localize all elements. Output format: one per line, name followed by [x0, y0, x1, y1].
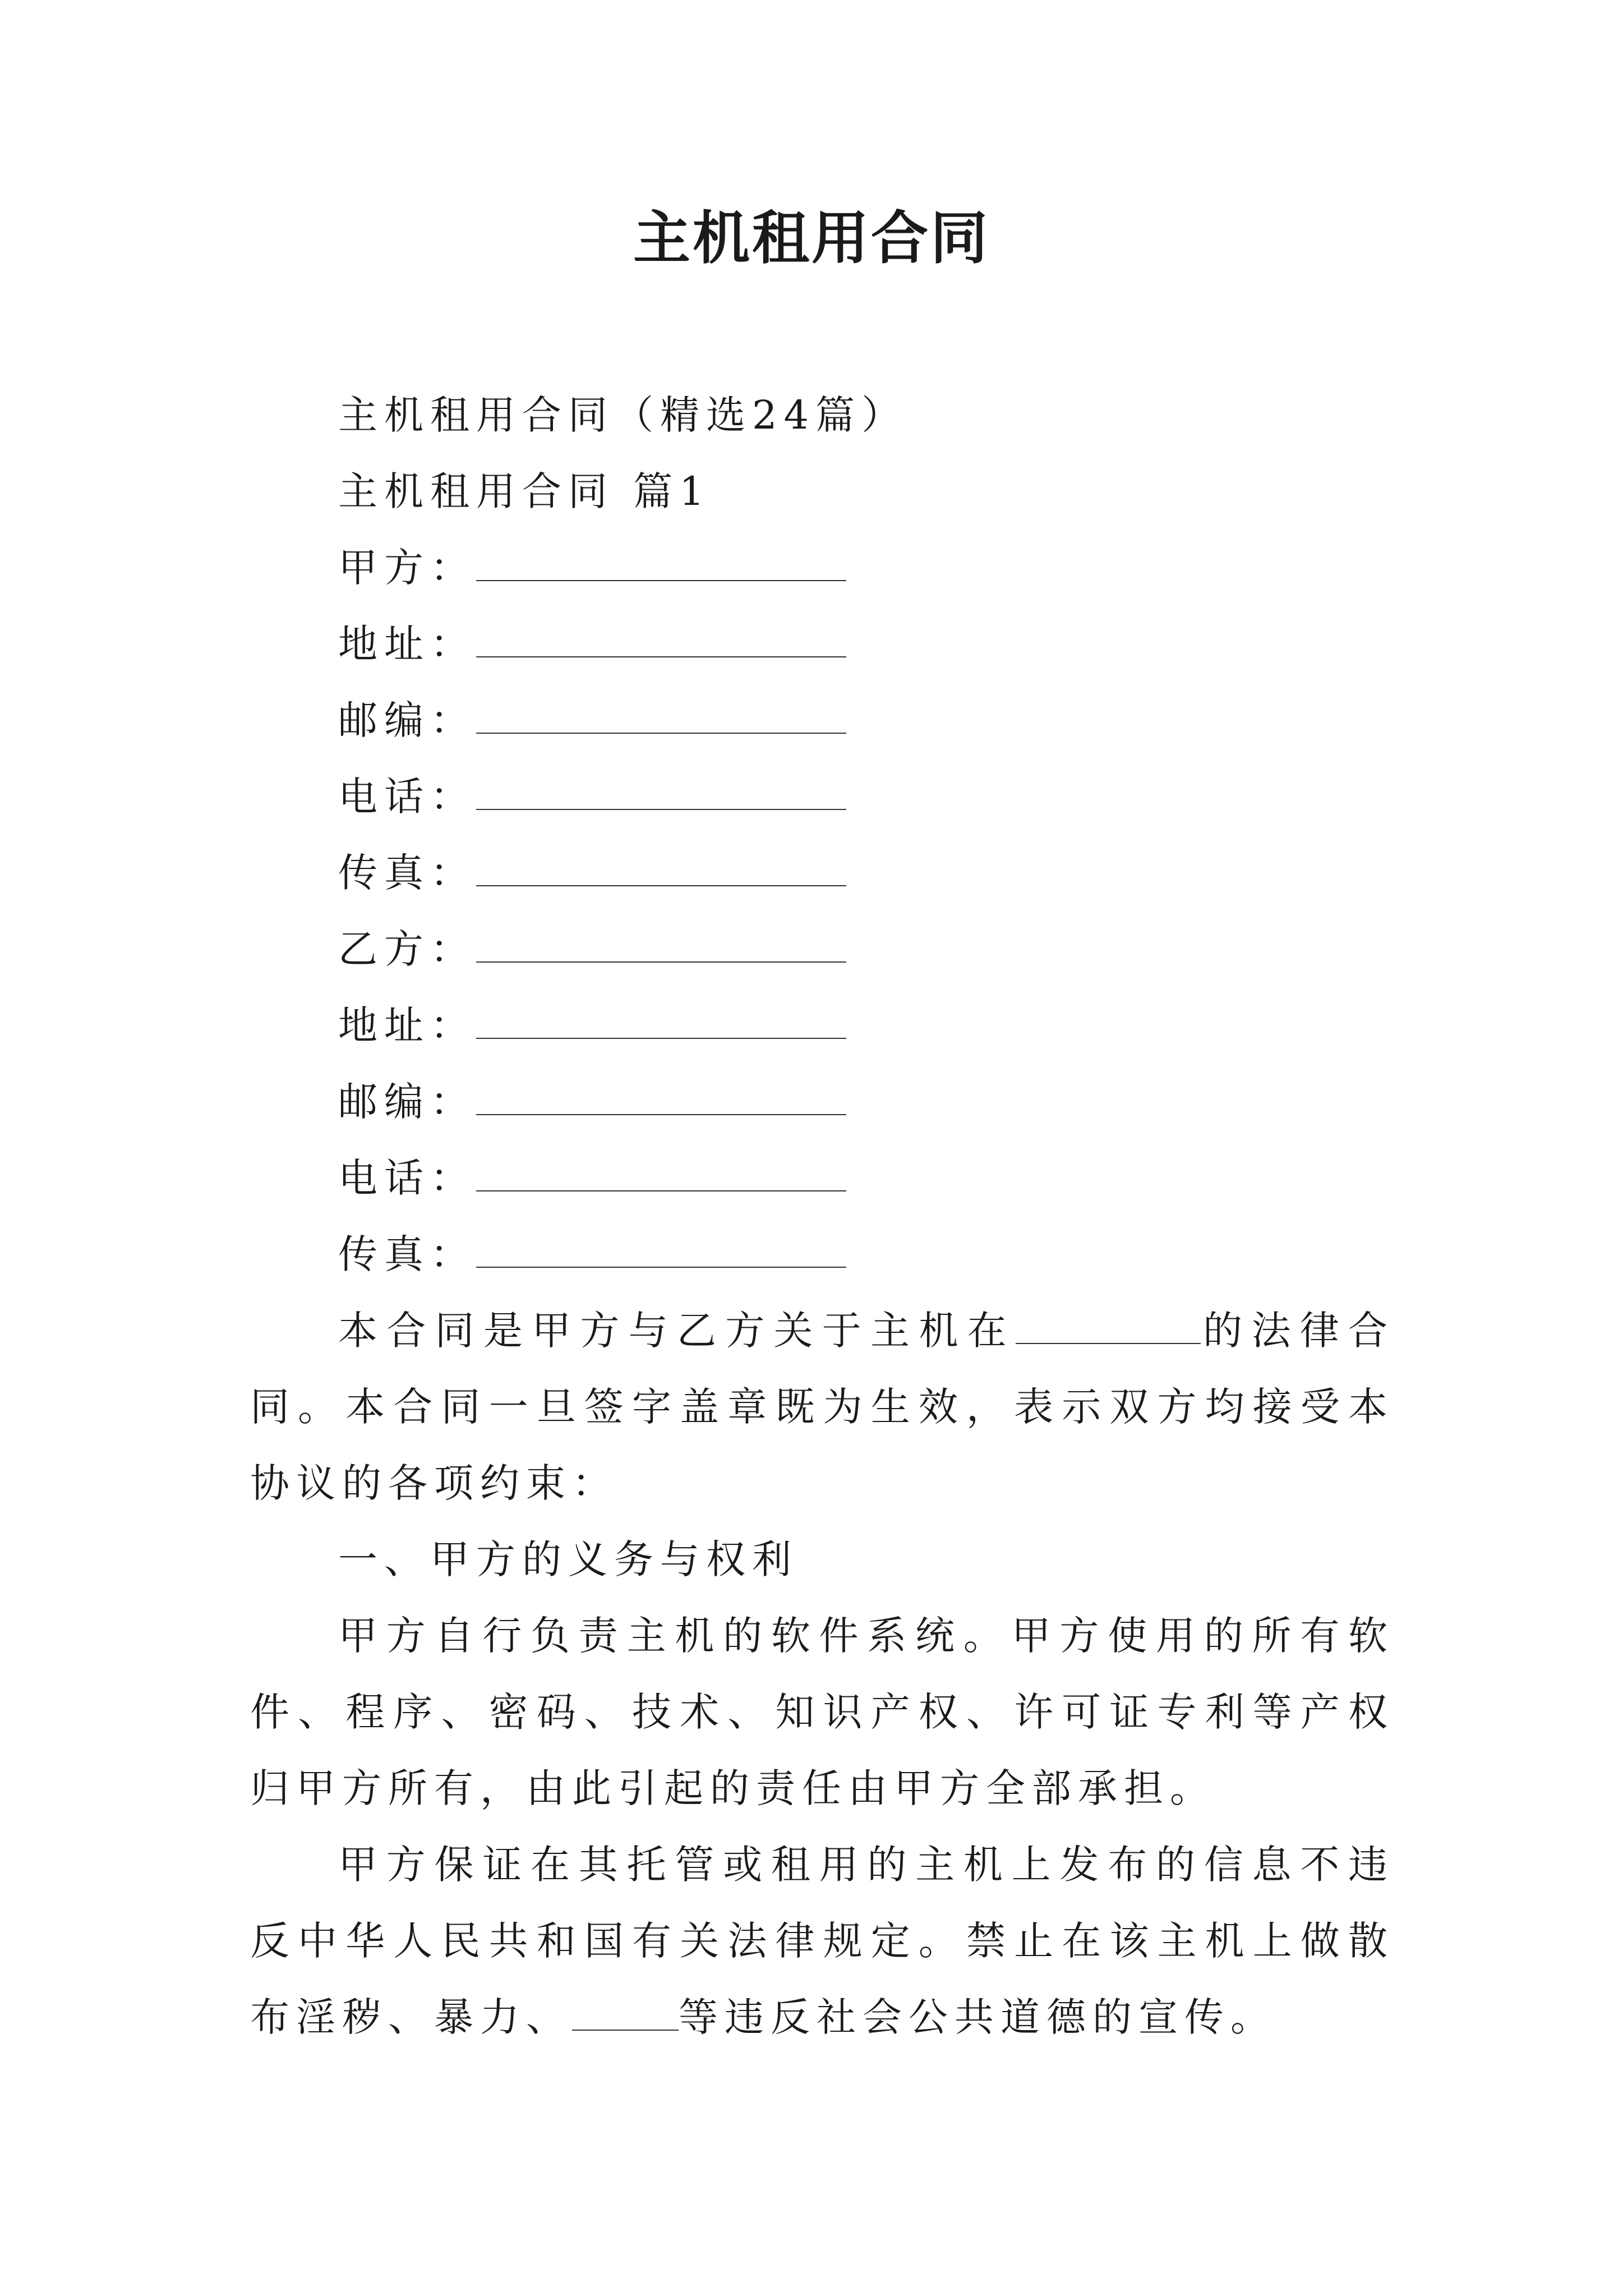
party-b-phone-label: 电话： [338, 1155, 476, 1201]
party-b-fax-label: 传真： [338, 1231, 476, 1277]
intro-paragraph [250, 1292, 1394, 1521]
party-b-address-line [250, 987, 1394, 1064]
subtitle: 主机租用合同（精选24篇） [338, 392, 908, 438]
party-b-address-label: 地址： [338, 1002, 476, 1048]
party-a-address-line [250, 606, 1394, 682]
party-b-address-blank[interactable] [476, 1002, 846, 1039]
party-a-address-blank[interactable] [476, 621, 846, 657]
clause1-heading: 一、甲方的义务与权利 [338, 1536, 798, 1582]
clause1-paragraph-1: 甲方自行负责主机的软件系统。甲方使用的所有软件、程序、密码、技术、知识产权、许可证专利等产权归甲方所有，由此引起的责任由甲方全部承担。 [250, 1613, 1394, 1811]
party-a-fax-label: 传真： [338, 850, 476, 896]
clause1-para2-text-1: 甲方保证在其托管或租用的主机上发布的信息不违反中华人民共和国有关法律规定。禁止在该主机上做散布淫秽、暴力、 [250, 1842, 1394, 2040]
intro-blank[interactable] [1016, 1308, 1201, 1344]
clause1-paragraph-2 [250, 1826, 1394, 2055]
intro-text-1: 本合同是甲方与乙方关于主机在 [338, 1308, 1016, 1354]
party-a-blank[interactable] [476, 545, 846, 581]
party-a-phone-blank[interactable] [476, 774, 846, 810]
party-a-phone-line [250, 758, 1394, 835]
party-a-postcode-blank[interactable] [476, 697, 846, 734]
party-b-postcode-blank[interactable] [476, 1079, 846, 1115]
intro-text-2: 的法律合同。本合同一旦签字盖章既为生效，表示双方均接受本协议的各项约束： [250, 1308, 1395, 1506]
party-b-line [250, 911, 1394, 987]
clause1-para2-text-2: 等违反社会公共道德的宣传。 [679, 1994, 1276, 2040]
party-b-fax-blank[interactable] [476, 1231, 846, 1268]
party-a-postcode-label: 邮编： [338, 697, 476, 743]
party-b-label: 乙方： [338, 926, 476, 972]
party-b-postcode-line [250, 1064, 1394, 1140]
party-a-label: 甲方： [338, 545, 476, 591]
clause1-para2-blank[interactable] [572, 1994, 679, 2031]
party-a-postcode-line [250, 682, 1394, 758]
party-b-postcode-label: 邮编： [338, 1079, 476, 1125]
party-a-fax-blank[interactable] [476, 850, 846, 886]
party-b-fax-line [250, 1216, 1394, 1292]
party-b-blank[interactable] [476, 926, 846, 963]
party-b-phone-line [250, 1140, 1394, 1216]
party-a-line [250, 530, 1394, 606]
section-title: 主机租用合同 篇1 [338, 468, 711, 514]
party-b-phone-blank[interactable] [476, 1155, 846, 1191]
document-title: 主机租用合同 [633, 205, 990, 272]
party-a-fax-line [250, 835, 1394, 911]
document-body [250, 377, 1394, 2055]
party-a-address-label: 地址： [338, 621, 476, 667]
party-a-phone-label: 电话： [338, 774, 476, 820]
